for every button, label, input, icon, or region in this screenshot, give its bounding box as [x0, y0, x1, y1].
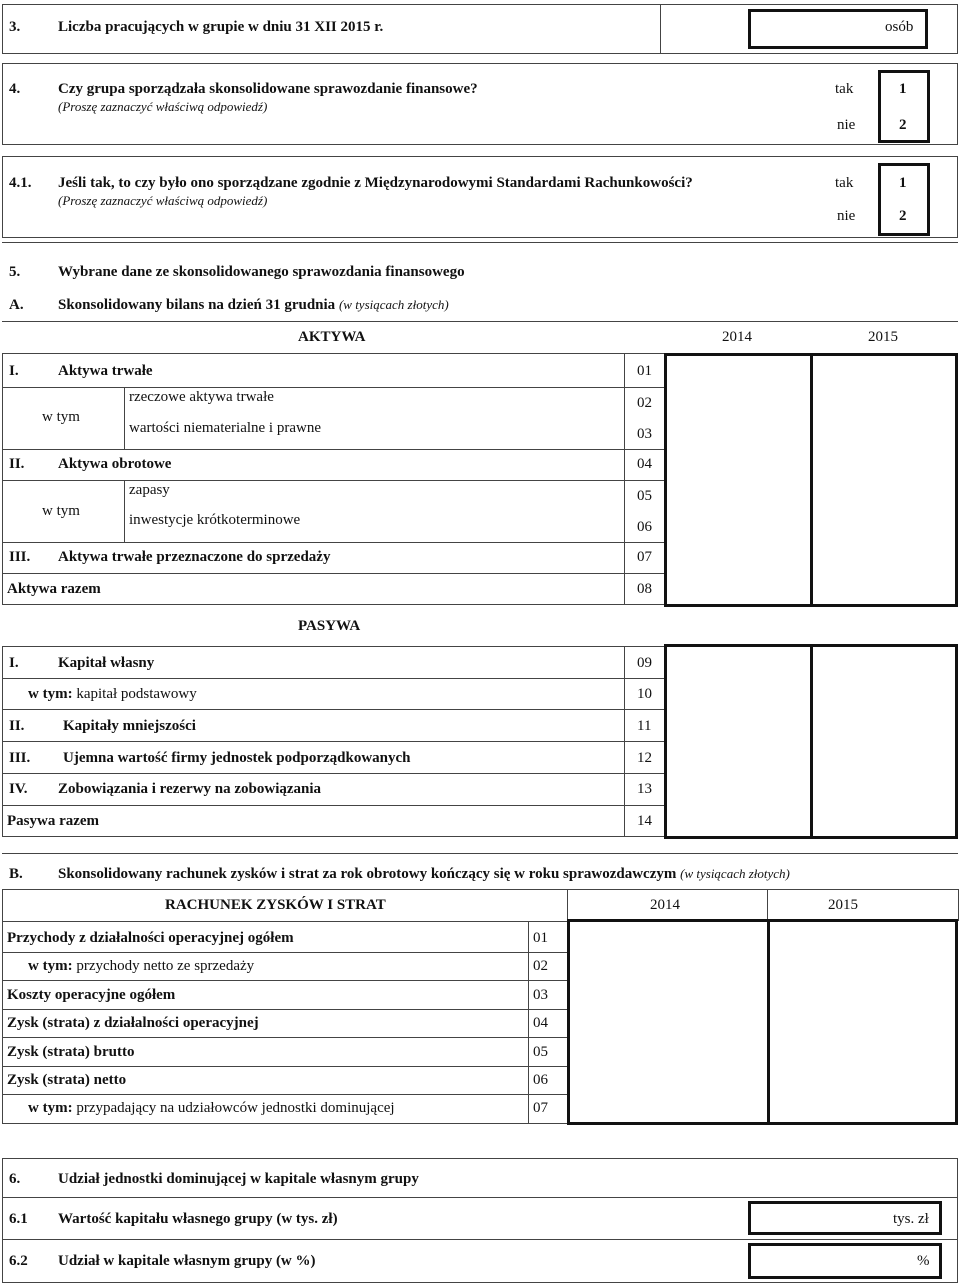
rzis-r03-code: 03 [533, 987, 548, 1003]
rzis-r02-code: 02 [533, 958, 548, 974]
pasywa-r14-label: Pasywa razem [7, 813, 100, 829]
q3-number: 3. [9, 19, 21, 35]
q61-text: Wartość kapitału własnego grupy (w tys. zł) [58, 1211, 338, 1227]
equity-share-input[interactable] [748, 1243, 942, 1279]
rzis-values-2015[interactable] [767, 919, 958, 1125]
pasywa-r09-label: Kapitał własny [58, 655, 155, 671]
rzis-year-2015: 2015 [828, 897, 858, 913]
q41-number: 4.1. [9, 175, 32, 191]
q41-question: Jeśli tak, to czy było ono sporządzane zgodnie z Międzynarodowymi Standardami Rachunkowości? [58, 175, 693, 191]
aktywa-r07-num: III. [9, 549, 31, 565]
aktywa-header: AKTYWA [298, 329, 366, 345]
aktywa-r03-label: wartości niematerialne i prawne [129, 420, 321, 436]
q4-value-yes: 1 [899, 81, 907, 97]
aktywa-year-2015: 2015 [868, 329, 898, 345]
q61-unit: tys. zł [893, 1211, 929, 1227]
aktywa-r02-label: rzeczowe aktywa trwałe [129, 389, 274, 405]
q6-number: 6. [9, 1171, 21, 1187]
pasywa-r13-num: IV. [9, 781, 28, 797]
rzis-r02-label: w tym: przychody netto ze sprzedaży [28, 958, 255, 974]
aktywa-r01-code: 01 [637, 363, 652, 379]
aktywa-r02-code: 02 [637, 395, 652, 411]
pasywa-r11-code: 11 [637, 718, 652, 734]
q4-value-no: 2 [899, 117, 907, 133]
rzis-r03-label: Koszty operacyjne ogółem [7, 987, 176, 1003]
rzis-r06-code: 06 [533, 1072, 548, 1088]
pasywa-r12-label: Ujemna wartość firmy jednostek podporządkowanych [63, 750, 411, 766]
rzis-values-2014[interactable] [567, 919, 770, 1125]
q41-option-no[interactable]: nie [837, 208, 856, 224]
pasywa-r14-code: 14 [637, 813, 652, 829]
rzis-r05-label: Zysk (strata) brutto [7, 1044, 135, 1060]
q41-value-yes: 1 [899, 175, 907, 191]
aktywa-r08-label: Aktywa razem [7, 581, 101, 597]
aktywa-wtym-2: w tym [42, 503, 80, 519]
rzis-header: RACHUNEK ZYSKÓW I STRAT [165, 897, 386, 913]
q62-text: Udział w kapitale własnym grupy (w %) [58, 1253, 316, 1269]
aktywa-r04-num: II. [9, 456, 25, 472]
rzis-r06-label: Zysk (strata) netto [7, 1072, 127, 1088]
q3-question: Liczba pracujących w grupie w dniu 31 XII 2015 r. [58, 19, 384, 35]
q4-number: 4. [9, 81, 21, 97]
rzis-r01-label: Przychody z działalności operacyjnej ogółem [7, 930, 294, 946]
q4-hint: (Proszę zaznaczyć właściwą odpowiedź) [58, 99, 268, 114]
aktywa-values-2015[interactable] [810, 353, 958, 607]
q41-answer-box[interactable] [878, 163, 930, 236]
q61-number: 6.1 [9, 1211, 28, 1227]
pasywa-r12-num: III. [9, 750, 31, 766]
pasywa-values-2015[interactable] [810, 644, 958, 839]
aktywa-r06-code: 06 [637, 519, 652, 535]
q62-number: 6.2 [9, 1253, 28, 1269]
pasywa-values-2014[interactable] [664, 644, 813, 839]
pasywa-r11-label: Kapitały mniejszości [63, 718, 196, 734]
pasywa-r12-code: 12 [637, 750, 652, 766]
rzis-r04-code: 04 [533, 1015, 548, 1031]
aktywa-r05-label: zapasy [129, 482, 170, 498]
q5-title: Wybrane dane ze skonsolidowanego sprawozdania finansowego [58, 264, 465, 280]
rzis-r04-label: Zysk (strata) z działalności operacyjnej [7, 1015, 259, 1031]
aktywa-r01-num: I. [9, 363, 19, 379]
pasywa-r09-num: I. [9, 655, 19, 671]
q4-option-no[interactable]: nie [837, 117, 856, 133]
aktywa-r08-code: 08 [637, 581, 652, 597]
aktywa-wtym-1: w tym [42, 409, 80, 425]
aktywa-r04-label: Aktywa obrotowe [58, 456, 172, 472]
secB-title: Skonsolidowany rachunek zysków i strat za rok obrotowy kończący się w roku sprawozdawczym (w tysiącach złotych) [58, 866, 790, 882]
rzis-r07-code: 07 [533, 1100, 548, 1116]
pasywa-r09-code: 09 [637, 655, 652, 671]
rzis-r07-label: w tym: przypadający na udziałowców jednostki dominującej [28, 1100, 395, 1116]
q41-option-yes[interactable]: tak [835, 175, 854, 191]
q5-number: 5. [9, 264, 21, 280]
aktywa-r07-label: Aktywa trwałe przeznaczone do sprzedaży [58, 549, 331, 565]
q41-hint: (Proszę zaznaczyć właściwą odpowiedź) [58, 193, 268, 208]
pasywa-r11-num: II. [9, 718, 25, 734]
q6-title: Udział jednostki dominującej w kapitale własnym grupy [58, 1171, 419, 1187]
pasywa-r10-label: w tym: kapitał podstawowy [28, 686, 197, 702]
pasywa-header: PASYWA [298, 618, 361, 634]
q4-question: Czy grupa sporządzała skonsolidowane sprawozdanie finansowe? [58, 81, 478, 97]
aktywa-r03-code: 03 [637, 426, 652, 442]
pasywa-r13-label: Zobowiązania i rezerwy na zobowiązania [58, 781, 322, 797]
aktywa-r06-label: inwestycje krótkoterminowe [129, 512, 301, 528]
aktywa-r05-code: 05 [637, 488, 652, 504]
aktywa-r04-code: 04 [637, 456, 652, 472]
aktywa-year-2014: 2014 [722, 329, 752, 345]
secA-title: Skonsolidowany bilans na dzień 31 grudnia (w tysiącach złotych) [58, 297, 449, 313]
rzis-year-2014: 2014 [650, 897, 680, 913]
pasywa-r10-code: 10 [637, 686, 652, 702]
secB-number: B. [9, 866, 23, 882]
q4-option-yes[interactable]: tak [835, 81, 854, 97]
rzis-r05-code: 05 [533, 1044, 548, 1060]
pasywa-r13-code: 13 [637, 781, 652, 797]
q62-unit: % [917, 1253, 930, 1269]
rzis-r01-code: 01 [533, 930, 548, 946]
aktywa-r01-label: Aktywa trwałe [58, 363, 153, 379]
secA-number: A. [9, 297, 24, 313]
q3-unit: osób [885, 19, 914, 35]
aktywa-r07-code: 07 [637, 549, 652, 565]
q41-value-no: 2 [899, 208, 907, 224]
aktywa-values-2014[interactable] [664, 353, 813, 607]
